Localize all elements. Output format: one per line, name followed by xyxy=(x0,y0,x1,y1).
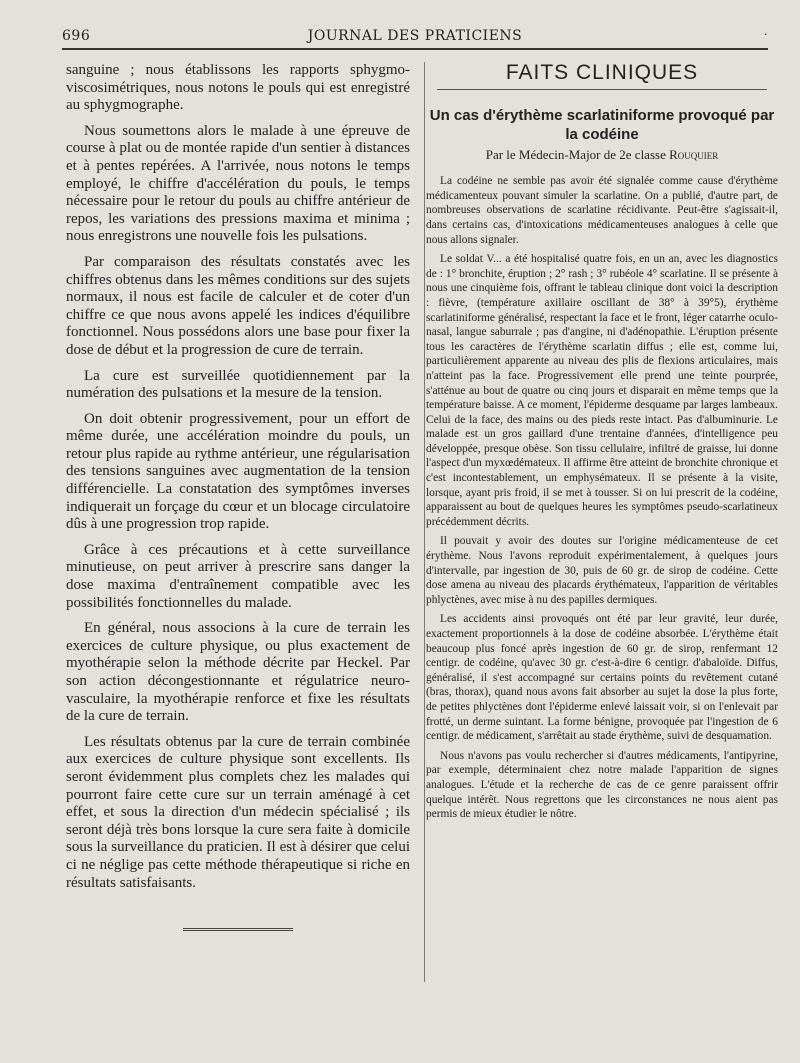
right-paragraph-5: Nous n'avons pas voulu rechercher si d'autres médicaments, l'antipyrine, par exemple, déterminaient chez notre malade l'apparition de signes analogues. L'étude et la recherche de cas de ce genre paraissent offrir quelque intérêt. Nous regrettons que les circonstances ne nous aient pas permis de mieux étudier le nôtre. xyxy=(426,749,778,821)
article-title: Un cas d'érythème scarlatiniforme provoqué par la codéine xyxy=(429,106,775,143)
page-number: 696 xyxy=(62,28,91,44)
byline-author: Rouquier xyxy=(669,146,719,162)
right-paragraph-2: Le soldat V... a été hospitalisé quatre fois, en un an, avec les diagnostics de : 1° bronchite, éruption ; 2° rash ; 3° rubéole 4° scarlatine. Il se présente à nous une cinquième fois, offrant le tableau clinique dont voici la description : fièvre, (température axillaire oscillant de 38° à 39°5), érythème scarlatiniforme généralisé, respectant la face et le front, léger catarrhe oculo-nasal, langue saburrale ; pas d'angine, ni d'adénopathie. L'éruption présente tous les caractères de l'érythème scarlatin diffus ; elle est, comme lui, particulièrement apparente au niveau des plis de flexions articulaires, mais n'atteint pas la face. Progressivement elle prend une teinte pourprée, s'atténue au bout de quatre ou cinq jours et disparait en même temps que la température baisse. A ce moment, l'épiderme desquame par larges lambeaux. Celui de la face, des mains ou des pieds reste intact. Pas d'albuminurie. Le malade est un gros gaillard d'une trentaine d'années, d'intelligence peu développée, presque obèse. Son tissu cellulaire, infiltré de graisse, lui donne l'aspect d'un myxœdémateux. Il affirme être atteint de bronchite chronique et c'est incontestablement, un emphysémateux. Il se présente à la visite, lorsque, ayant pris froid, il se met à tousser. Si on lui prescrit de la codéine, apparaissent au bout de quelques heures les symptômes pseudo-scarlatineux précédemment décrits. xyxy=(426,253,778,528)
left-paragraph-1: sanguine ; nous établissons les rapports sphygmo-viscosimétriques, nous notons le pouls qui est enregistré au sphygmographe. xyxy=(66,62,410,114)
left-paragraph-4: La cure est surveillée quotidiennement par la numération des pulsations et la mesure de la tension. xyxy=(66,367,410,402)
left-paragraph-5: On doit obtenir progressivement, pour un effort de même durée, une accélération moindre du pouls, un retour plus rapide au rythme antérieur, une régularisation des tensions sanguines avec augmentation de la tension différencielle. La constatation des symptômes inverses indiquerait un forçage du cœur et un blocage circulatoire dûs à une progression trop rapide. xyxy=(66,410,410,533)
right-paragraph-1: La codéine ne semble pas avoir été signalée comme cause d'érythème médicamenteux pouvant simuler la scarlatine. On a publié, d'autre part, de nombreuses observations de scarlatine récidivante. Peut-être s'agissait-il, dans certains cas, d'intoxications médicamenteuses analogues à celle que nous allons signaler. xyxy=(426,175,778,246)
right-paragraph-3: Il pouvait y avoir des doutes sur l'origine médicamenteuse de cet érythème. Nous l'avons reproduit expérimentalement, à quelques jours d'intervalle, par ingestion de 30, puis de 60 gr. de sirop de codéine. Cette dose amena au niveau des placards érythémateux, l'apparition de véritables phlyctènes, avec mise à nu des papilles dermiques. xyxy=(426,535,778,606)
end-of-article-rule xyxy=(183,928,293,931)
right-paragraph-4: Les accidents ainsi provoqués ont été par leur gravité, leur durée, exactement proportionnels à la dose de codéine absorbée. L'érythème était beaucoup plus foncé après ingestion de 60 gr. de sirop, renfermant 12 centigr. de codéine, qu'avec 30 gr. c'est-à-dire 6 centigr. d'abaloïde. Diffus, généralisé, il s'est accompagné sur certains points du revêtement cutané (bras, thorax), quand nous avons fait absorber au sujet la dose la plus forte, de petites phlyctènes dont l'épiderme enlevé laissait voir, si on l'enlevait par frotté, un derme suintant. La forme bénigne, provoquée par l'ingestion de 6 centigr. de médicament, s'arrêtait au stade érythème, suivi de desquamation. xyxy=(426,613,778,743)
column-divider xyxy=(424,62,425,982)
page-header xyxy=(62,26,768,48)
left-column xyxy=(66,62,410,931)
section-title: FAITS CLINIQUES xyxy=(505,61,699,84)
left-paragraph-7: En général, nous associons à la cure de terrain les exercices de culture physique, ou plus exactement de myothérapie selon la méthode décrite par Heckel. Par son action décongestionnante et régulatrice neuro-vasculaire, la myothérapie renforce et fixe les résultats de la cure de terrain. xyxy=(66,620,410,725)
right-column xyxy=(426,62,778,827)
left-paragraph-3: Par comparaison des résultats constatés avec les chiffres obtenus dans les mêmes conditions sur des sujets normaux, il nous est facile de calculer et de coter d'un chiffre ce que nous avons appelé les indices d'équilibre fonctionnel. Nous possédons alors une base pour fixer la dose de début et la progression de cure de terrain. xyxy=(66,253,410,358)
section-title-rule xyxy=(437,89,767,90)
left-paragraph-6: Grâce à ces précautions et à cette surveillance minutieuse, on peut arriver à prescrire sans danger la dose maxima d'entraînement compatible avec les possibilités fonctionnelles du malade. xyxy=(66,541,410,611)
corner-mark: · xyxy=(764,28,768,41)
journal-title: JOURNAL DES PRATICIENS xyxy=(307,28,523,44)
left-paragraph-2: Nous soumettons alors le malade à une épreuve de course à plat ou de montée rapide d'un sentier à distances et à pentes repérées. A l'arrivée, nous notons le temps employé, le chiffre d'accélération du pouls, le temps nécessaire pour le retour du pouls au chiffre antérieur de repos, les variations des pressions maxima et minima ; nous enregistrons une nouvelle fois les pulsations. xyxy=(66,122,410,245)
byline xyxy=(426,148,778,163)
header-rule xyxy=(62,48,768,50)
left-paragraph-8: Les résultats obtenus par la cure de terrain combinée aux exercices de culture physique sont excellents. Ils seront évidemment plus complets chez les malades qui pourront faire cette cure sur un terrain aménagé à cet effet, et sous la direction d'un médecin spécialisé ; ils seront déjà très bons lorsque la cure sera faite à domicile sous la surveillance du praticien. Il est à désirer que celui ci ne néglige pas cette méthode thérapeutique si riche en résultats satisfaisants. xyxy=(66,733,410,891)
byline-prefix: Par le Médecin-Major de 2e classe xyxy=(485,146,666,162)
